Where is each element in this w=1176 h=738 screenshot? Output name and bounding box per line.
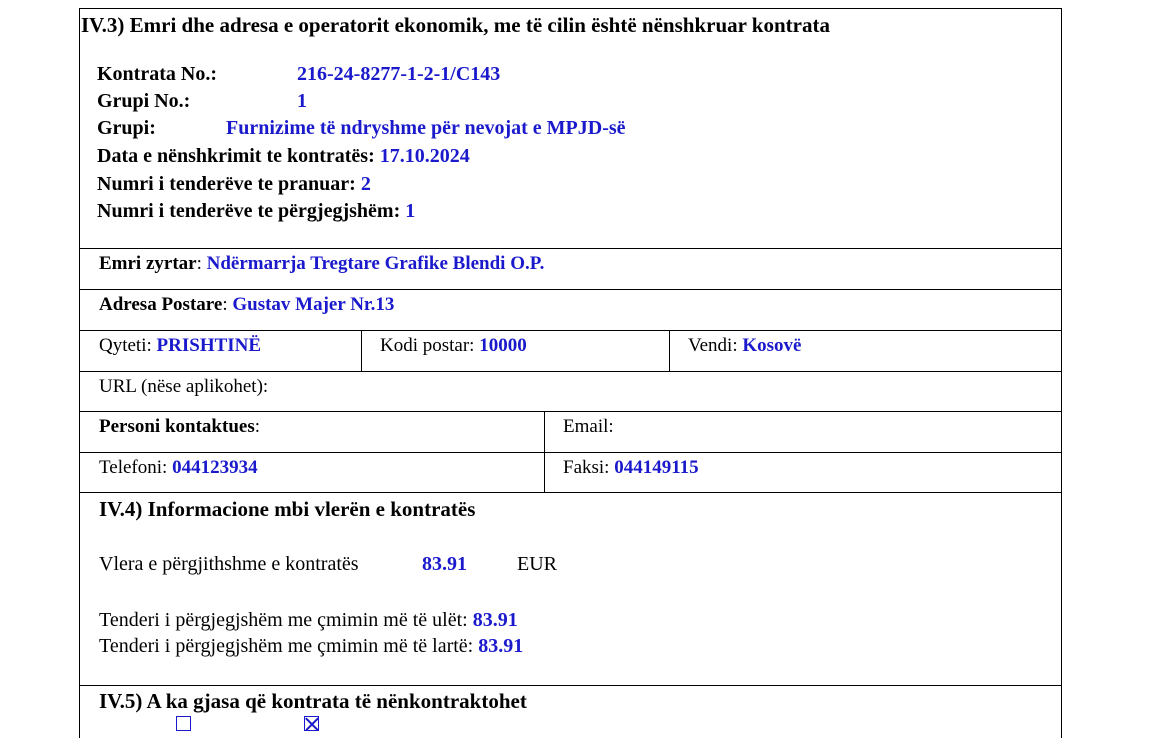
- pranuar-row: [97, 172, 371, 196]
- kodi-cell: [380, 334, 527, 358]
- data-value: 17.10.2024: [379, 145, 470, 167]
- divider: [79, 452, 1062, 453]
- emri-row: Emri zyrtar: Ndërmarrja Tregtare Grafike Blendi O.P.: [99, 253, 545, 274]
- pergjegjshem-label: Numri i tenderëve te përgjegjshëm:: [97, 200, 401, 222]
- kodi-label: Kodi postar:: [380, 335, 475, 356]
- pergjegjshem-value: 1: [405, 200, 416, 222]
- kontrata-value: 216-24-8277-1-2-1/C143: [297, 63, 501, 85]
- vendi-value: Kosovë: [742, 335, 802, 356]
- kontrata-label: Kontrata No.:: [97, 63, 217, 85]
- divider: [79, 289, 1062, 290]
- data-row: [97, 144, 470, 168]
- email-label: Email:: [563, 416, 614, 437]
- larte-label: Tenderi i përgjegjshëm me çmimin më të lartë:: [99, 635, 474, 657]
- larte-value: 83.91: [478, 635, 524, 657]
- faksi-value: 044149115: [614, 457, 699, 478]
- personi-label: Personi kontaktues: [99, 416, 255, 437]
- grupi-value: Furnizime të ndryshme për nevojat e MPJD-së: [226, 117, 626, 139]
- adresa-row: Adresa Postare: Gustav Majer Nr.13: [99, 294, 395, 315]
- pranuar-label: Numri i tenderëve te pranuar:: [97, 173, 356, 195]
- vlera-label: Vlera e përgjithshme e kontratës: [99, 553, 359, 575]
- ulet-row: [99, 608, 518, 632]
- telefoni-label: Telefoni:: [99, 457, 168, 478]
- vendi-cell: [688, 334, 801, 358]
- qyteti-label: Qyteti:: [99, 335, 152, 356]
- section-heading-iv3: IV.3) Emri dhe adresa e operatorit ekonomik, me të cilin është nënshkruar kontrata: [81, 13, 830, 37]
- data-label: Data e nënshkrimit te kontratës:: [97, 145, 375, 167]
- cell-divider: [669, 330, 670, 371]
- telefoni-value: 044123934: [172, 457, 258, 478]
- divider: [79, 248, 1062, 249]
- ulet-label: Tenderi i përgjegjshëm me çmimin më të ulët:: [99, 609, 468, 631]
- vlera-value: 83.91: [422, 553, 467, 575]
- pranuar-value: 2: [360, 173, 371, 195]
- divider: [79, 685, 1062, 686]
- personi-cell: Personi kontaktues:: [99, 416, 260, 437]
- divider: [79, 371, 1062, 372]
- ulet-value: 83.91: [472, 609, 518, 631]
- section-heading-iv5: IV.5) A ka gjasa që kontrata të nënkontraktohet: [99, 689, 527, 713]
- grupi-no-label: Grupi No.:: [97, 90, 191, 112]
- cell-divider: [361, 330, 362, 371]
- larte-row: [99, 634, 523, 658]
- section-heading-iv4: IV.4) Informacione mbi vlerën e kontratës: [99, 497, 476, 521]
- divider: [79, 330, 1062, 331]
- adresa-label: Adresa Postare: [99, 294, 223, 315]
- cell-divider: [544, 411, 545, 492]
- divider: [79, 492, 1062, 493]
- qyteti-value: PRISHTINË: [156, 335, 262, 356]
- emri-value: Ndërmarrja Tregtare Grafike Blendi O.P.: [206, 253, 545, 274]
- faksi-label: Faksi:: [563, 457, 610, 478]
- faksi-cell: [563, 456, 699, 480]
- vendi-label: Vendi:: [688, 335, 738, 356]
- grupi-no-value: 1: [297, 90, 307, 112]
- url-label: URL (nëse aplikohet):: [99, 376, 269, 397]
- qyteti-cell: [99, 334, 261, 358]
- emri-label: Emri zyrtar: [99, 253, 197, 274]
- pergjegjshem-row: [97, 199, 415, 223]
- kodi-value: 10000: [479, 335, 527, 356]
- adresa-value: Gustav Majer Nr.13: [232, 294, 395, 315]
- divider: [79, 411, 1062, 412]
- currency-label: EUR: [517, 553, 557, 575]
- telefoni-cell: [99, 456, 258, 480]
- grupi-label: Grupi:: [97, 117, 156, 139]
